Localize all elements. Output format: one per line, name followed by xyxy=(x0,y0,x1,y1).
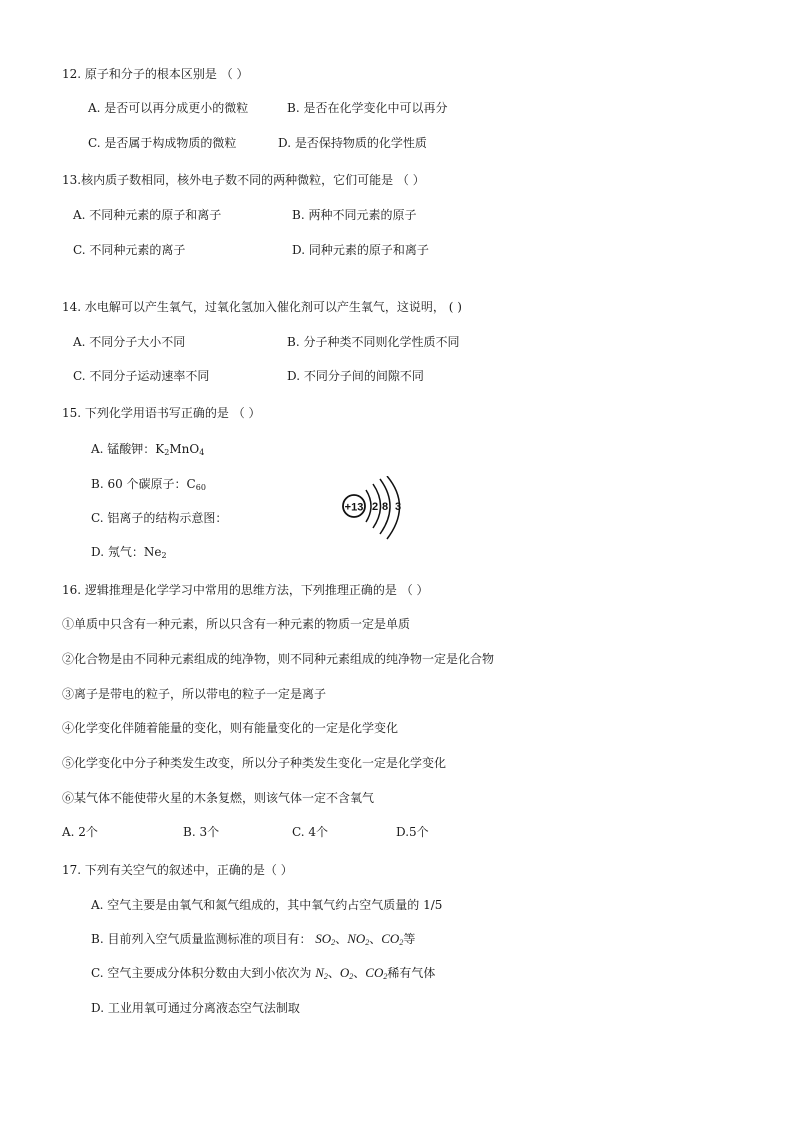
q17-b-so2: $SO_2$ xyxy=(315,931,336,947)
q15-option-d-label: D. 氖气： xyxy=(91,545,144,559)
q17-b-sep2: 、 xyxy=(369,932,382,946)
aluminum-ion-diagram xyxy=(336,476,412,542)
q16-option-c: C. 4个 xyxy=(292,825,329,839)
q15-a-sub1: 2 xyxy=(164,448,170,457)
shell-1-electrons: 2 xyxy=(371,501,379,513)
q15-d-formula: Ne xyxy=(143,545,162,559)
q14-option-d: D. 不同分子间的间隙不同 xyxy=(287,369,424,383)
q17-c-n2: $N_2$ xyxy=(315,965,328,981)
q13-option-c: C. 不同种元素的离子 xyxy=(73,243,186,257)
q16-statement-5: ⑤化学变化中分子种类发生改变，所以分子种类发生变化一定是化学变化 xyxy=(62,756,447,770)
q17-option-d: D. 工业用氧可通过分离液态空气法制取 xyxy=(91,1001,300,1015)
q15-option-b xyxy=(91,476,206,496)
shell-3-electrons: 3 xyxy=(394,501,402,513)
q16-statement-3: ③离子是带电的粒子，所以带电的粒子一定是离子 xyxy=(62,687,327,701)
q13-option-b: B. 两种不同元素的原子 xyxy=(292,208,417,222)
q16-option-b: B. 3个 xyxy=(183,825,220,839)
q16-option-a: A. 2个 xyxy=(62,825,98,839)
q16-statement-4: ④化学变化伴随着能量的变化，则有能量变化的一定是化学变化 xyxy=(62,721,399,735)
q14-option-b: B. 分子种类不同则化学性质不同 xyxy=(287,335,460,349)
q15-option-a-label: A. 锰酸钾： xyxy=(91,442,156,456)
q15-a-formula: K xyxy=(155,442,165,456)
q17-option-c xyxy=(91,965,435,985)
q17-b-no2: $NO_2$ xyxy=(347,931,370,947)
q13-stem: 13.核内质子数相同，核外电子数不同的两种微粒，它们可能是 （ ） xyxy=(62,173,425,187)
q15-option-a xyxy=(91,441,204,461)
q17-c-o2: $O_2$ xyxy=(339,965,354,981)
q17-option-b-label: B. 目前列入空气质量监测标准的项目有： xyxy=(91,932,312,946)
q17-b-suffix: 等 xyxy=(403,932,416,946)
q15-b-sub: 60 xyxy=(195,483,206,492)
q12-option-c: C. 是否属于构成物质的微粒 xyxy=(88,136,237,150)
q15-option-d xyxy=(91,544,167,564)
q12-option-d: D. 是否保持物质的化学性质 xyxy=(278,136,427,150)
q15-option-b-label: B. 60 个碳原子： xyxy=(91,477,187,491)
q14-stem: 14. 水电解可以产生氧气，过氧化氢加入催化剂可以产生氧气，这说明， ( ) xyxy=(62,300,462,314)
q16-stem: 16. 逻辑推理是化学学习中常用的思维方法，下列推理正确的是 （ ） xyxy=(62,583,429,597)
q15-d-sub: 2 xyxy=(161,551,167,560)
q12-option-a: A. 是否可以再分成更小的微粒 xyxy=(88,101,249,115)
q14-option-a: A. 不同分子大小不同 xyxy=(73,335,186,349)
q15-stem: 15. 下列化学用语书写正确的是 （ ） xyxy=(62,406,261,420)
q17-option-a: A. 空气主要是由氧气和氮气组成的，其中氧气约占空气质量的 1/5 xyxy=(91,898,443,912)
q15-b-formula: C xyxy=(186,477,196,491)
q17-option-b xyxy=(91,931,415,951)
q12-option-b: B. 是否在化学变化中可以再分 xyxy=(287,101,448,115)
q16-statement-2: ②化合物是由不同种元素组成的纯净物，则不同种元素组成的纯净物一定是化合物 xyxy=(62,652,495,666)
shell-2-electrons: 8 xyxy=(381,501,389,513)
q17-option-c-label: C. 空气主要成分体积分数由大到小依次为 xyxy=(91,966,316,980)
q15-a-sub2: 4 xyxy=(199,448,205,457)
q13-option-d: D. 同种元素的原子和离子 xyxy=(292,243,429,257)
q16-statement-6: ⑥某气体不能使带火星的木条复燃，则该气体一定不含氧气 xyxy=(62,791,375,805)
q17-c-sep1: 、 xyxy=(327,966,340,980)
nucleus-charge: +13 xyxy=(344,501,364,514)
q15-option-c: C. 铝离子的结构示意图： xyxy=(91,511,228,525)
q17-b-sep1: 、 xyxy=(335,932,348,946)
q17-c-co2: $CO_2$ xyxy=(365,965,388,981)
shell-1-arc xyxy=(366,490,371,522)
q12-stem: 12. 原子和分子的根本区别是 （ ） xyxy=(62,67,249,81)
q16-option-d: D.5个 xyxy=(396,825,429,839)
q15-a-formula-mid: MnO xyxy=(169,442,200,456)
q17-b-co2: $CO_2$ xyxy=(381,931,404,947)
q16-statement-1: ①单质中只含有一种元素，所以只含有一种元素的物质一定是单质 xyxy=(62,617,411,631)
q17-stem: 17. 下列有关空气的叙述中，正确的是（ ） xyxy=(62,863,293,877)
q13-option-a: A. 不同种元素的原子和离子 xyxy=(73,208,222,222)
q17-c-suffix: 稀有气体 xyxy=(387,966,436,980)
q17-c-sep2: 、 xyxy=(353,966,366,980)
q14-option-c: C. 不同分子运动速率不同 xyxy=(73,369,210,383)
